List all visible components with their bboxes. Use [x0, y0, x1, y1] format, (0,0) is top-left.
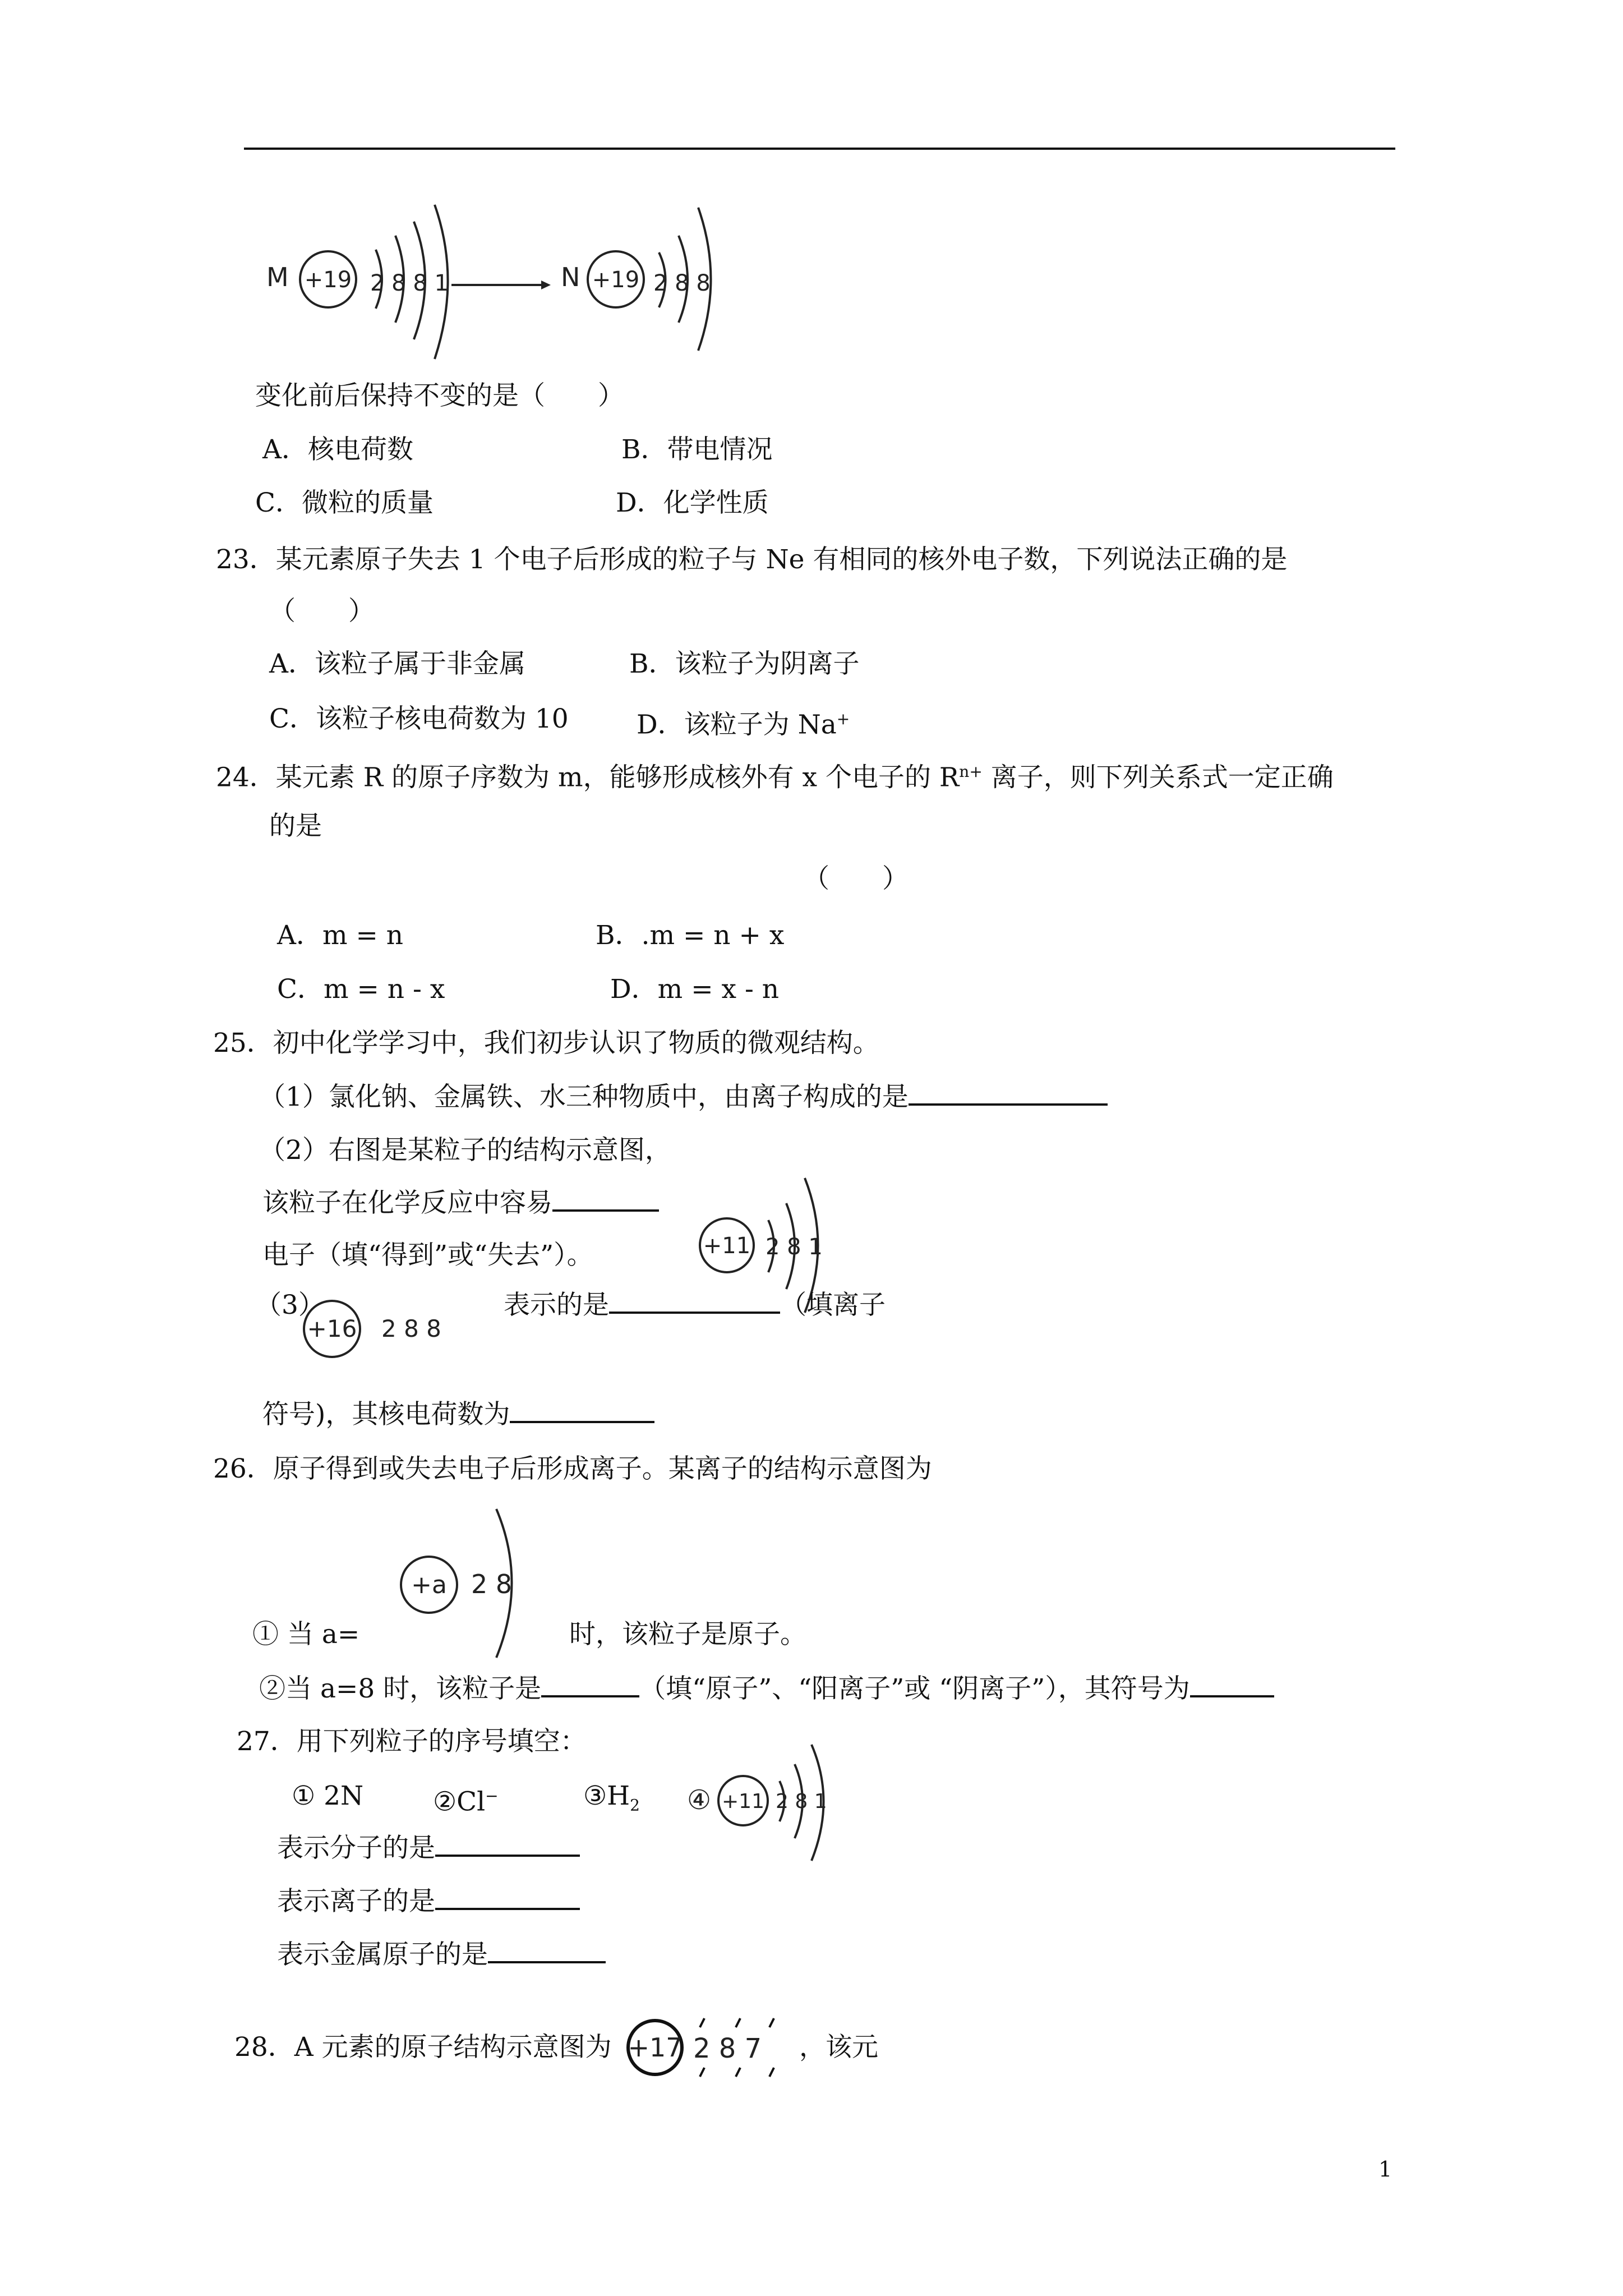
- nucleus: +11: [722, 1790, 764, 1813]
- arrow-head: [541, 280, 551, 289]
- nucleus-n: +19: [592, 267, 640, 293]
- answer-blank[interactable]: [435, 1832, 580, 1857]
- q26-line2: ②当 a=8 时，该粒子是 （填“原子”、“阳离子”或 “阴离子”），其符号为: [259, 1672, 1274, 1706]
- q23-option-c: C．该粒子核电荷数为 10: [269, 703, 569, 734]
- page-number: 1: [1378, 2157, 1393, 2182]
- q23-option-b: B．该粒子为阴离子: [629, 648, 860, 679]
- nucleus: +17: [628, 2032, 683, 2063]
- q22-option-c: C．微粒的质量: [255, 487, 434, 518]
- cl-atom-diagram: [621, 2008, 790, 2087]
- shells: 2 8 1: [776, 1790, 827, 1813]
- q24-option-b: B．.m = n + x: [596, 920, 785, 951]
- s-ion-diagram: [293, 1282, 467, 1366]
- shells: 2 8: [471, 1569, 513, 1599]
- q25-stem: 25．初中化学学习中，我们初步认识了物质的微观结构。: [213, 1028, 879, 1059]
- q25-part2: （2）右图是某粒子的结构示意图，: [259, 1135, 671, 1166]
- q25-part3-line2: 符号)，其核电荷数为: [262, 1398, 654, 1432]
- q25-part2-line3: 电子（填“得到”或“失去”）。: [262, 1240, 593, 1271]
- answer-blank[interactable]: [609, 1289, 780, 1314]
- shells-n: 2 8 8: [653, 270, 711, 296]
- q27-option-1: ① 2N: [292, 1780, 364, 1811]
- q22-stem: 变化前后保持不变的是（ ）: [255, 380, 624, 411]
- q26-line1-b: 时，该粒子是原子。: [569, 1619, 806, 1650]
- answer-blank[interactable]: [1190, 1673, 1274, 1697]
- option-4-label: ④: [687, 1784, 712, 1816]
- q23-option-d: D．该粒子为 Na+: [637, 709, 850, 740]
- q23-stem: 23．某元素原子失去 1 个电子后形成的粒子与 Ne 有相同的核外电子数，下列说法正确的是: [216, 544, 1288, 575]
- label-n: N: [561, 262, 580, 292]
- q25-part3-label: （3）: [255, 1290, 325, 1320]
- q22-option-b: B．带电情况: [621, 434, 773, 465]
- answer-blank[interactable]: [552, 1187, 659, 1212]
- q25-part1: （1）氯化钠、金属铁、水三种物质中，由离子构成的是: [259, 1080, 1108, 1114]
- q25-part2-line2: 该粒子在化学反应中容易: [262, 1186, 659, 1220]
- ion-a-diagram: [393, 1503, 538, 1666]
- q27-answer-2: 表示离子的是: [277, 1885, 580, 1918]
- answer-blank[interactable]: [435, 1885, 580, 1910]
- q24-option-d: D．m = x - n: [610, 974, 780, 1005]
- q22-option-d: D．化学性质: [616, 487, 769, 518]
- q26-stem: 26．原子得到或失去电子后形成离子。某离子的结构示意图为: [213, 1453, 932, 1484]
- shells: 2 8 8: [381, 1315, 441, 1342]
- q24-paren: （ ）: [803, 863, 909, 894]
- answer-blank[interactable]: [510, 1398, 654, 1423]
- q22-option-a: A．核电荷数: [262, 434, 413, 465]
- nucleus: +a: [411, 1571, 447, 1599]
- q28-stem-a: 28．A 元素的原子结构示意图为: [234, 2032, 612, 2063]
- answer-blank[interactable]: [488, 1939, 606, 1963]
- q27-option-3: $③H_2$: [583, 1780, 640, 1815]
- q23-option-a: A．该粒子属于非金属: [269, 648, 525, 679]
- q27-answer-1: 表示分子的是: [277, 1832, 580, 1865]
- q27-answer-3: 表示金属原子的是: [277, 1938, 606, 1972]
- label-m: M: [266, 262, 289, 292]
- nucleus: +16: [307, 1315, 357, 1342]
- q27-stem: 27．用下列粒子的序号填空：: [237, 1726, 587, 1757]
- q24-stem-line2: 的是: [269, 811, 322, 841]
- q24-stem: 24．某元素 R 的原子序数为 m，能够形成核外有 x 个电子的 $R^{n+}$ 离子，则下列关系式一定正确: [216, 762, 1334, 793]
- q24-option-c: C．m = n - x: [277, 974, 445, 1005]
- answer-blank[interactable]: [909, 1081, 1108, 1106]
- q26-line1-a: ① 当 a=: [252, 1619, 360, 1650]
- header-rule: [244, 148, 1395, 150]
- q23-paren: （ ）: [269, 596, 375, 627]
- option-4-atom-diagram: [681, 1736, 844, 1865]
- shells: 2 8 1: [766, 1234, 823, 1260]
- q25-part3-text: 表示的是 （填离子: [504, 1290, 886, 1320]
- nucleus: +11: [703, 1233, 751, 1259]
- q24-option-a: A．m = n: [277, 920, 404, 951]
- shells: 2 8 7: [693, 2033, 762, 2064]
- q28-stem-b: ，该元: [799, 2032, 878, 2063]
- atom-transform-diagram: [258, 196, 774, 365]
- answer-blank[interactable]: [541, 1673, 639, 1697]
- nucleus-m: +19: [304, 267, 352, 293]
- shells-m: 2 8 8 1: [370, 270, 449, 296]
- q27-option-2: ②Cl−: [433, 1786, 499, 1818]
